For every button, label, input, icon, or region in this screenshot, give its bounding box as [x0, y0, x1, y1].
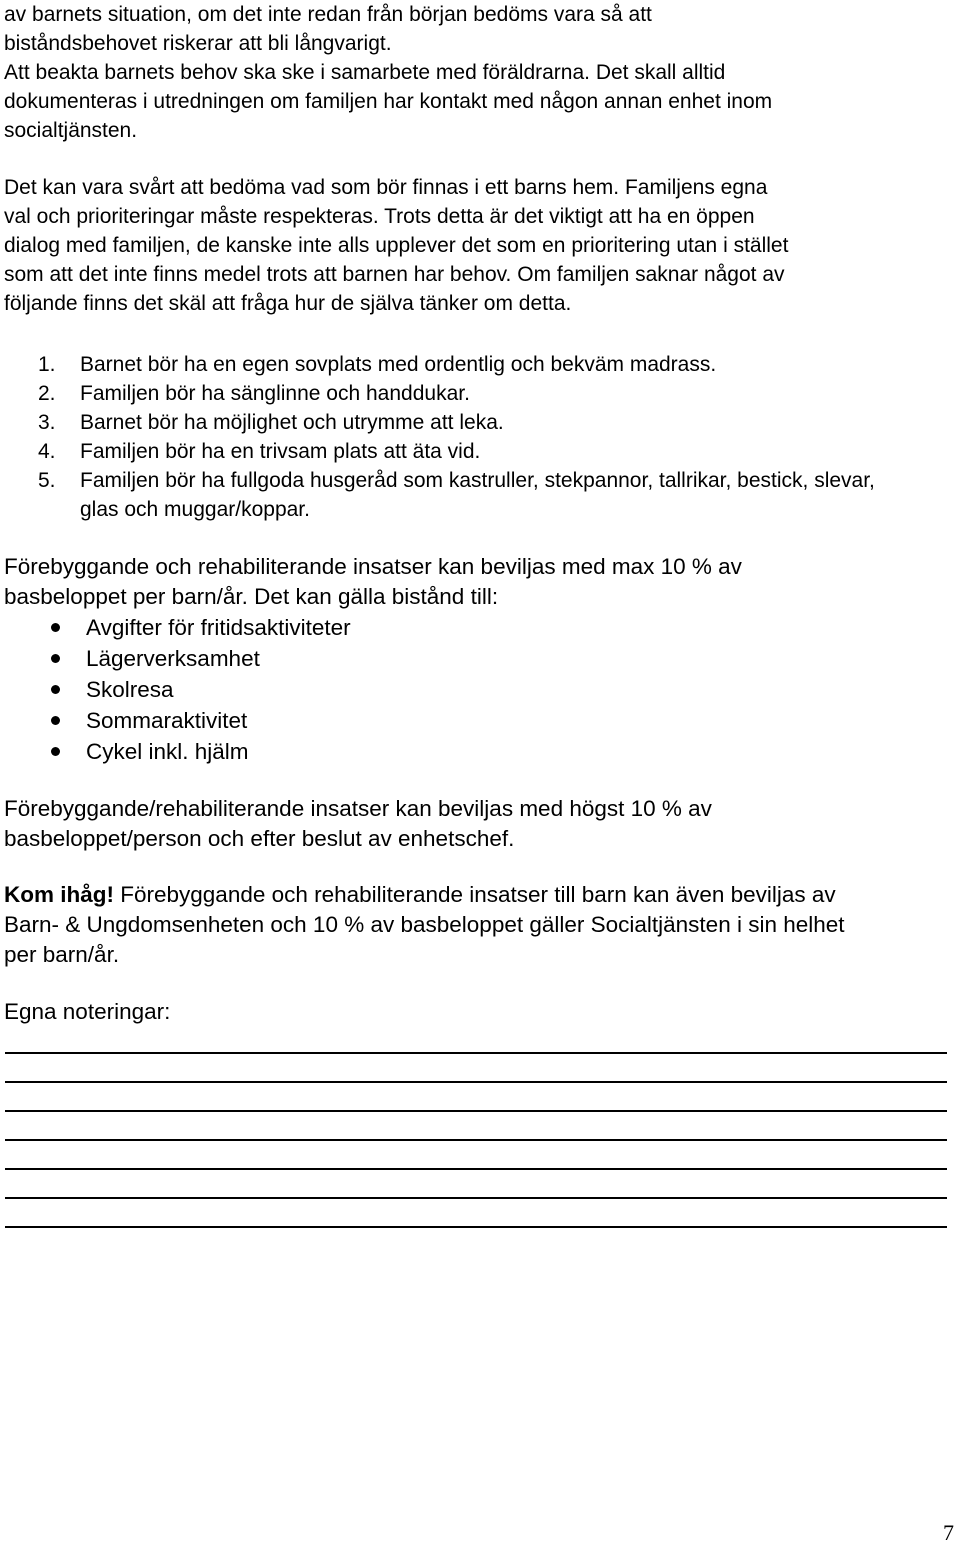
list-text: Cykel inkl. hjälm	[86, 738, 249, 764]
list-item	[0, 350, 952, 379]
reminder-text: Förebyggande och rehabiliterande insatser till barn kan även beviljas av	[114, 882, 836, 907]
page-number: 7	[943, 1520, 954, 1545]
notes-label: Egna noteringar:	[4, 999, 171, 1024]
bullet-icon	[0, 716, 86, 725]
list-text: Skolresa	[86, 676, 174, 702]
list-text: Familjen bör ha fullgoda husgeråd som kastruller, stekpannor, tallrikar, bestick, slevar, glas och muggar/koppar.	[80, 469, 875, 521]
note-line	[5, 1197, 947, 1199]
list-number: 4.	[38, 440, 56, 463]
text-line: Barn- & Ungdomsenheten och 10 % av basbeloppet gäller Socialtjänsten i sin helhet	[4, 912, 845, 937]
text-line: basbeloppet/person och efter beslut av enhetschef.	[4, 826, 515, 851]
note-line	[5, 1081, 947, 1083]
list-item	[0, 705, 952, 736]
note-line	[5, 1110, 947, 1112]
bullet-icon	[0, 623, 86, 632]
list-number: 1.	[38, 353, 56, 376]
note-line	[5, 1052, 947, 1054]
list-number: 5.	[38, 469, 56, 492]
text-line: Förebyggande/rehabiliterande insatser kan beviljas med högst 10 % av	[4, 796, 712, 821]
list-item	[0, 612, 952, 643]
list-text: Barnet bör ha en egen sovplats med ordentlig och bekväm madrass.	[80, 353, 717, 376]
preventive-measures-paragraph	[0, 552, 952, 612]
text-line: val och prioriteringar måste respekteras. Trots detta är det viktigt att ha en öppen	[4, 205, 755, 228]
list-text: Lägerverksamhet	[86, 645, 260, 671]
note-line	[5, 1168, 947, 1170]
list-item	[0, 408, 952, 437]
list-text: Avgifter för fritidsaktiviteter	[86, 614, 351, 640]
text-line	[0, 880, 952, 910]
notes-heading	[0, 997, 952, 1027]
text-line: Det kan vara svårt att bedöma vad som bör finnas i ett barns hem. Familjens egna	[4, 176, 768, 199]
list-item	[0, 643, 952, 674]
list-text: Familjen bör ha en trivsam plats att äta vid.	[80, 440, 481, 463]
note-line	[5, 1139, 947, 1141]
notes-lines	[5, 1052, 947, 1255]
text-line: basbeloppet per barn/år. Det kan gälla bistånd till:	[4, 584, 499, 609]
text-line: Förebyggande och rehabiliterande insatser kan beviljas med max 10 % av	[4, 554, 742, 579]
reminder-label: Kom ihåg!	[4, 882, 114, 907]
list-item	[0, 466, 952, 524]
bullet-icon	[0, 685, 86, 694]
numbered-list	[0, 350, 952, 524]
list-item	[0, 674, 952, 705]
list-text: Barnet bör ha möjlighet och utrymme att leka.	[80, 411, 504, 434]
text-line: som att det inte finns medel trots att barnen har behov. Om familjen saknar något av	[4, 263, 785, 286]
text-line: av barnets situation, om det inte redan från början bedöms vara så att	[4, 3, 652, 26]
list-item	[0, 437, 952, 466]
list-text: Familjen bör ha sänglinne och handdukar.	[80, 382, 470, 405]
bullet-icon	[0, 654, 86, 663]
text-line: dialog med familjen, de kanske inte alls upplever det som en prioritering utan i stället	[4, 234, 789, 257]
list-number: 3.	[38, 411, 56, 434]
note-line	[5, 1226, 947, 1228]
bullet-list	[0, 612, 952, 767]
text-line: följande finns det skäl att fråga hur de själva tänker om detta.	[4, 292, 572, 315]
text-line: per barn/år.	[4, 942, 120, 967]
intro-paragraph	[0, 0, 952, 145]
list-item	[0, 379, 952, 408]
list-number: 2.	[38, 382, 56, 405]
bullet-icon	[0, 747, 86, 756]
text-line: dokumenteras i utredningen om familjen har kontakt med någon annan enhet inom	[4, 90, 773, 113]
text-line: socialtjänsten.	[4, 119, 138, 142]
list-item	[0, 736, 952, 767]
reminder-paragraph	[0, 880, 952, 970]
family-priorities-paragraph	[0, 173, 952, 318]
rehabilitation-paragraph	[0, 794, 952, 854]
list-text: Sommaraktivitet	[86, 707, 248, 733]
text-line: Att beakta barnets behov ska ske i samarbete med föräldrarna. Det skall alltid	[4, 61, 726, 84]
text-line: biståndsbehovet riskerar att bli långvarigt.	[4, 32, 392, 55]
